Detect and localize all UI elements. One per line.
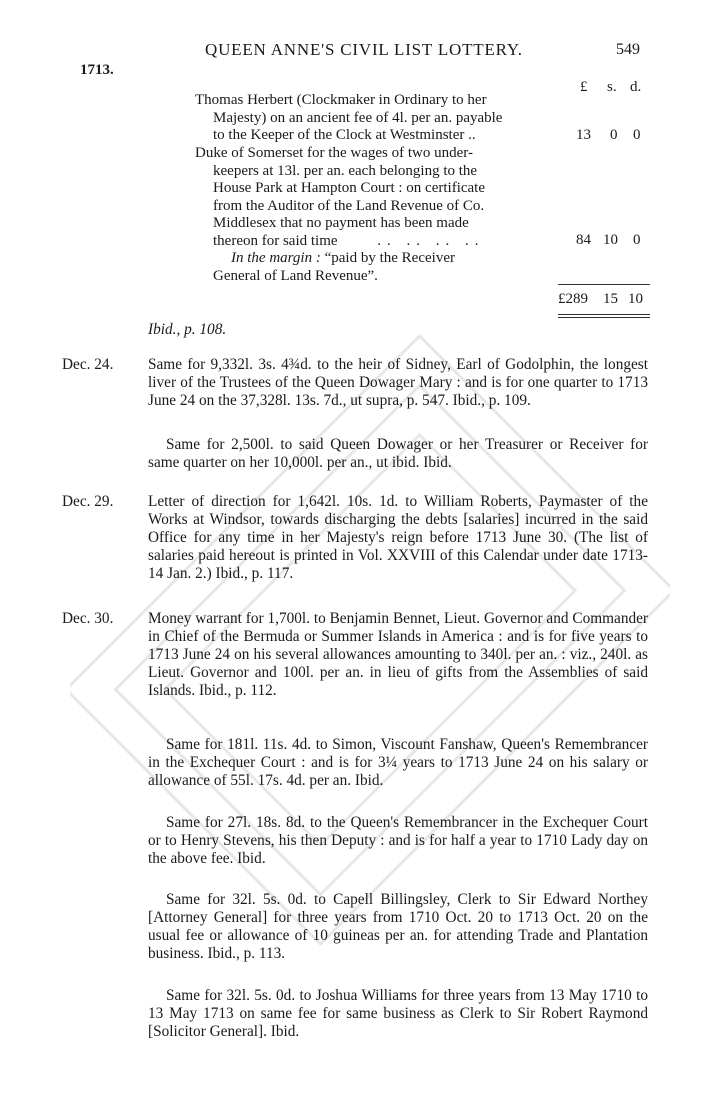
shilling-header: s. — [607, 79, 617, 95]
row-line: Duke of Somerset for the wages of two under- — [195, 145, 473, 161]
total-pence: 10 — [628, 291, 643, 307]
row-line: to the Keeper of the Clock at Westminster .. — [213, 127, 476, 143]
amount-shillings: 0 — [610, 127, 618, 143]
entry-date: Dec. 24. — [62, 356, 114, 373]
row-line: House Park at Hampton Court : on certificate — [213, 180, 486, 196]
amount-pounds: 84 — [576, 232, 591, 248]
total-pounds: £289 — [558, 291, 588, 307]
amount-shillings: 10 — [603, 232, 618, 248]
entry-paragraph: Same for 9,332l. 3s. 4¾d. to the heir of Sidney, Earl of Godolphin, the longest liver of the Trustees of the Queen Dowager Mary : and is for one quarter to 1713 June 24 on the 37,328l. 13s. 7d., ut supra, p. 547. Ibid., p. 109. — [148, 356, 648, 409]
entry-paragraph: Same for 27l. 18s. 8d. to the Queen's Remembrancer in the Exchequer Court or to Henry Stevens, his then Deputy : and is for half a year to 1710 Lady day on the above fee. Ibid. — [148, 814, 648, 867]
row-line: keepers at 13l. per an. each belonging to the — [213, 162, 478, 179]
page-number: 549 — [616, 41, 640, 58]
total-double-rule — [558, 314, 650, 315]
margin-note-text-cont: General of Land Revenue”. — [213, 267, 378, 284]
entry-paragraph: Same for 181l. 11s. 4d. to Simon, Viscount Fanshaw, Queen's Remembrancer in the Exchequer Court : and is for 3¼ years to 1713 June 24 on his salary or allowance of 55l. 17s. 4d. per an. Ibid. — [148, 736, 648, 789]
entry-date: Dec. 30. — [62, 610, 114, 627]
reference-line — [148, 321, 648, 339]
total-rule — [558, 284, 650, 285]
entry-paragraph: Letter of direction for 1,642l. 10s. 1d. to William Roberts, Paymaster of the Works at Windsor, towards discharging the debts [salaries] incurred in the said Office for any time in her Majesty's reign before 1713 June 30. (The list of salaries paid hereout is printed in Vol. XXVIII of this Calendar under date 1713-14 Jan. 2.) Ibid., p. 117. — [148, 493, 648, 582]
entry-date: Dec. 29. — [62, 493, 114, 510]
row-line: Thomas Herbert (Clockmaker in Ordinary to her — [195, 92, 487, 108]
entry-paragraph: Same for 32l. 5s. 0d. to Capell Billingsley, Clerk to Sir Edward Northey [Attorney General] for three years from 1710 Oct. 20 to 1713 Oct. 20 on the usual fee or allowance of 10 guineas per an. for attending Trade and Plantation business. Ibid., p. 113. — [148, 891, 648, 962]
amount-pounds: 13 — [576, 127, 591, 143]
row-line: thereon for said time — [213, 232, 338, 249]
row-line: Middlesex that no payment has been made — [213, 215, 469, 231]
leader-dots: .. .. .. .. — [377, 232, 485, 249]
entry-paragraph: Same for 32l. 5s. 0d. to Joshua Williams for three years from 13 May 1710 to 13 May 1713 on same fee for same business as Clerk to Sir Robert Raymond [Solicitor General]. Ibid. — [148, 987, 648, 1040]
total-shillings: 15 — [603, 291, 618, 307]
total-double-rule — [558, 317, 650, 318]
amount-pence: 0 — [633, 232, 641, 248]
row-line: from the Auditor of the Land Revenue of Co. — [213, 197, 485, 214]
running-title: QUEEN ANNE'S CIVIL LIST LOTTERY. — [205, 40, 523, 59]
pence-header: d. — [630, 79, 642, 95]
ibid-reference: Ibid., p. 108. — [148, 321, 227, 338]
margin-note-label: In the margin : — [231, 250, 321, 266]
row-line: Majesty) on an ancient fee of 4l. per an. payable — [213, 109, 503, 126]
year-heading: 1713. — [80, 62, 114, 78]
table-row — [195, 145, 545, 285]
entry-paragraph: Same for 2,500l. to said Queen Dowager or her Treasurer or Receiver for same quarter on her 10,000l. per an., ut ibid. Ibid. — [148, 436, 648, 471]
pound-header: £ — [580, 79, 588, 95]
entry-paragraph: Money warrant for 1,700l. to Benjamin Bennet, Lieut. Governor and Commander in Chief of the Bermuda or Summer Islands in America : and is for five years to 1713 June 24 on his several allowances amounting to 340l. per an. : viz., 240l. as Lieut. Governor and 100l. per an. in lieu of gifts from the Assemblies of said Islands. Ibid., p. 112. — [148, 610, 648, 699]
margin-note-text: “paid by the Receiver — [324, 250, 455, 266]
amount-pence: 0 — [633, 127, 641, 143]
table-row — [195, 92, 545, 145]
